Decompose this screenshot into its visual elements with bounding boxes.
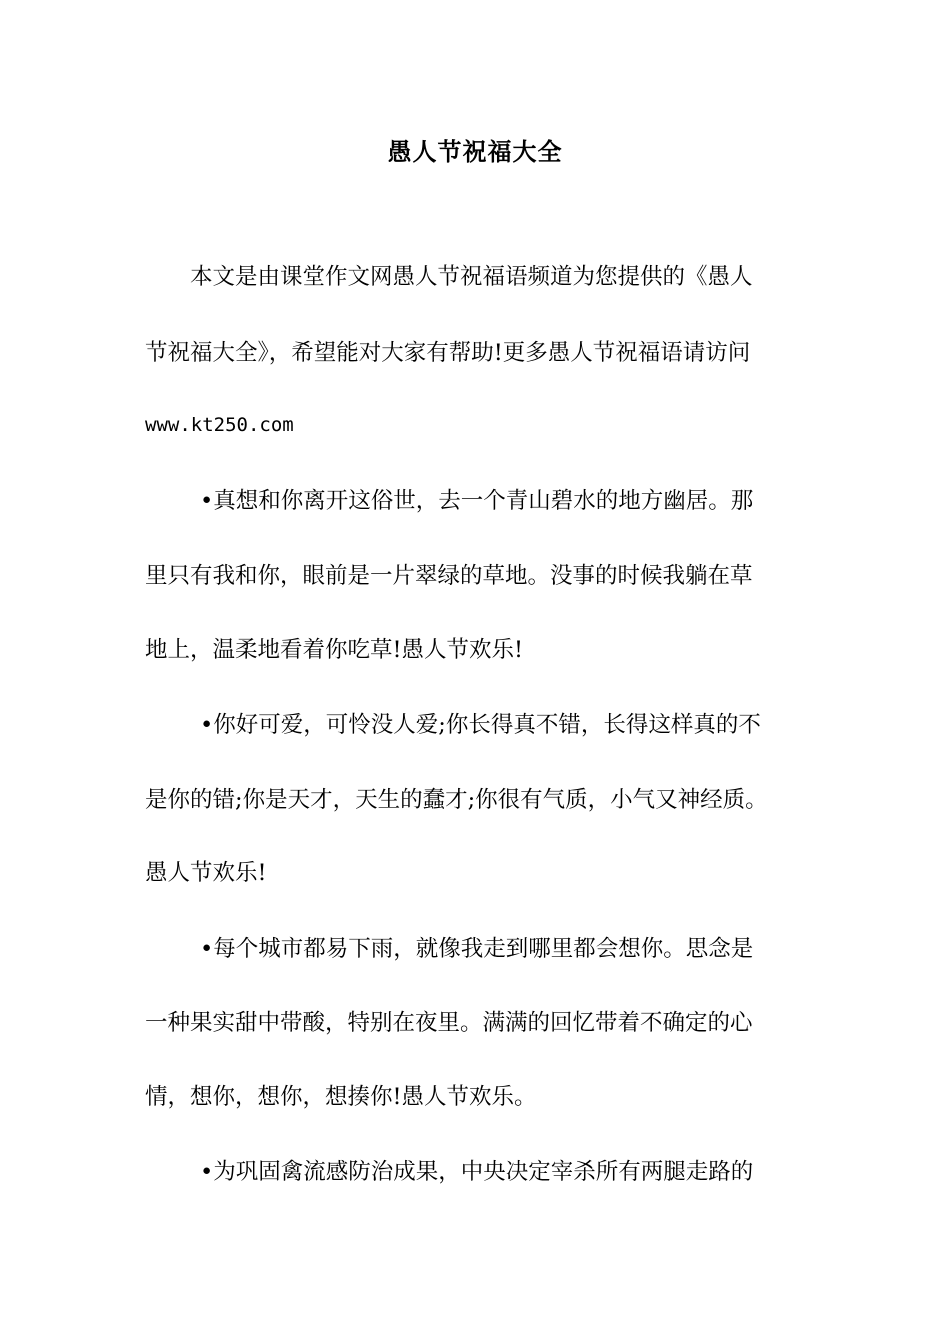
wish-1-line-3: 地上，温柔地看着你吃草!愚人节欢乐! xyxy=(145,637,524,663)
wish-3-line-1: •每个城市都易下雨，就像我走到哪里都会想你。思念是 xyxy=(200,936,754,962)
wish-3-line-2: 一种果实甜中带酸，特别在夜里。满满的回忆带着不确定的心 xyxy=(145,1010,753,1036)
intro-line-1: 本文是由课堂作文网愚人节祝福语频道为您提供的《愚人 xyxy=(190,264,753,290)
wish-2-line-3: 愚人节欢乐! xyxy=(145,860,267,886)
wish-2-line-2: 是你的错;你是天才，天生的蠢才;你很有气质，小气又神经质。 xyxy=(145,787,768,813)
intro-line-2: 节祝福大全》，希望能对大家有帮助!更多愚人节祝福语请访问 xyxy=(145,340,751,366)
document-title: 愚人节祝福大全 xyxy=(387,137,563,166)
wish-3-line-3: 情，想你，想你，想揍你!愚人节欢乐。 xyxy=(145,1084,537,1110)
wish-2-line-1: •你好可爱，可怜没人爱;你长得真不错，长得这样真的不 xyxy=(200,712,761,738)
wish-1-line-1: •真想和你离开这俗世，去一个青山碧水的地方幽居。那 xyxy=(200,488,754,514)
wish-4-line-1: •为巩固禽流感防治成果，中央决定宰杀所有两腿走路的 xyxy=(200,1159,754,1185)
intro-link-text: www.kt250.com xyxy=(145,414,294,436)
wish-1-line-2: 里只有我和你，眼前是一片翠绿的草地。没事的时候我躺在草 xyxy=(145,563,753,589)
